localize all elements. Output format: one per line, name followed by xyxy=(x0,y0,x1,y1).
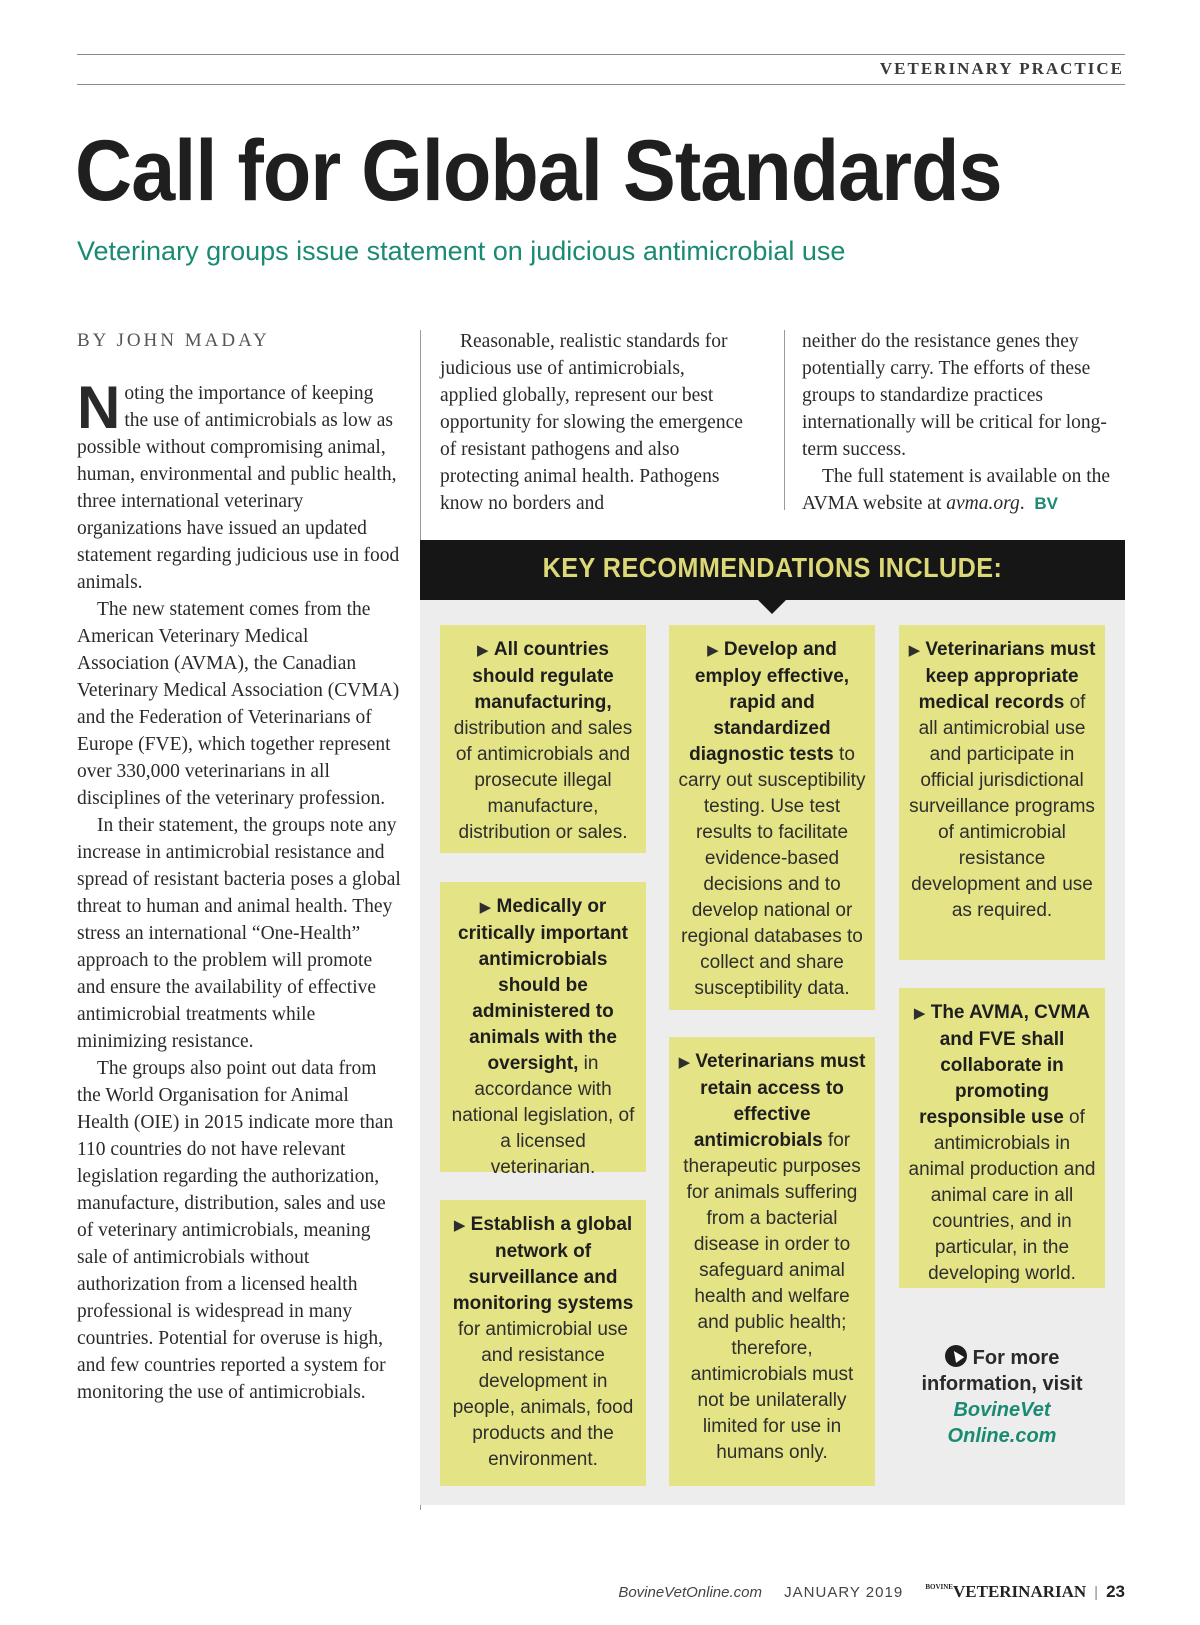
paragraph: oting the importance of keeping the use of antimicrobials as low as possible without compromising animal, human, environmental and public health, three international veterinary organizations have issued an updated statement regarding judicious use in food animals. xyxy=(77,383,400,593)
footer-site[interactable]: BovineVetOnline.com xyxy=(618,1584,762,1601)
article-title: Call for Global Standards xyxy=(75,123,1002,219)
page-number: 23 xyxy=(1106,1582,1125,1601)
byline: BY JOHN MADAY xyxy=(77,330,270,351)
header-pointer xyxy=(758,600,786,614)
recommendation-card: ▶ The AVMA, CVMA and FVE shall collaborate in promoting responsible use of antimicrobials in animal production and animal care in all countries, and in particular, in the developing world. xyxy=(899,988,1105,1288)
recommendation-card: ▶ Develop and employ effective, rapid and standardized diagnostic tests to carry out susceptibility testing. Use test results to facilitate evidence-based decisions and to develop national or regional databases to collect and share susceptibility data. xyxy=(669,625,875,1010)
header-rule-bottom xyxy=(77,84,1125,85)
article-column-3 xyxy=(802,328,1127,517)
page-footer xyxy=(618,1582,1125,1602)
recommendation-card: ▶ All countries should regulate manufacturing, distribution and sales of antimicrobials and prosecute illegal manufacture, distribution or sales. xyxy=(440,625,646,853)
recommendation-card: ▶ Establish a global network of surveillance and monitoring systems for antimicrobial use and resistance development in people, animals, food products and the environment. xyxy=(440,1200,646,1486)
recommendation-card: ▶ Medically or critically important antimicrobials should be administered to animals with the oversight, in accordance with national legislation, of a licensed veterinarian. xyxy=(440,882,646,1172)
paragraph: neither do the resistance genes they potentially carry. The efforts of these groups to standardize practices internationally will be critical for long-term success. xyxy=(802,331,1107,460)
more-info xyxy=(899,1345,1105,1449)
footer-date: JANUARY 2019 xyxy=(784,1584,904,1601)
more-info-label: For more information, visit xyxy=(921,1347,1083,1395)
recommendations-title: KEY RECOMMENDATIONS INCLUDE: xyxy=(542,552,1003,583)
arrow-right-icon: ▶ xyxy=(913,1005,926,1022)
article-subtitle: Veterinary groups issue statement on judicious antimicrobial use xyxy=(77,236,846,266)
arrow-right-icon: ▶ xyxy=(453,1217,466,1234)
column-divider xyxy=(784,330,785,510)
article-column-2 xyxy=(440,328,745,517)
recommendation-card: ▶ Veterinarians must keep appropriate medical records of all antimicrobial use and participate in official jurisdictional surveillance programs of antimicrobial resistance development and use as required. xyxy=(899,625,1105,960)
paragraph: In their statement, the groups note any increase in antimicrobial resistance and spread of resistant bacteria poses a global threat to human and animal health. They stress an international “One-Health” approach to the problem will promote and ensure the availability of effective antimicrobial treatments while minimizing resistance. xyxy=(77,815,401,1052)
paragraph: Reasonable, realistic standards for judicious use of antimicrobials, applied globally, represent our best opportunity for slowing the emergence of resistant pathogens and also protecting animal health. Pathogens know no borders and xyxy=(440,331,743,514)
footer-divider: | xyxy=(1094,1584,1099,1601)
arrow-right-icon: ▶ xyxy=(707,642,719,659)
magazine-logo: $^{BOVINE}$VETERINARIAN xyxy=(925,1582,1087,1601)
article-column-1 xyxy=(77,374,402,1406)
drop-cap: N xyxy=(77,374,121,441)
cursor-arrow-icon xyxy=(945,1345,967,1367)
paragraph: The groups also point out data from the World Organisation for Animal Health (OIE) in 2015 indicate more than 110 countries do not have relevant legislation regarding the authorization, manufacture, distribution, sales and use of veterinary antimicrobials, meaning sale of antimicrobials without authorization from a licensed health professional is widespread in many countries. Potential for overuse is high, and few countries reported a system for monitoring the use of antimicrobials. xyxy=(77,1058,394,1403)
recommendation-card: ▶ Veterinarians must retain access to effective antimicrobials for therapeutic purposes for animals suffering from a bacterial disease in order to safeguard animal health and welfare and public health; therefore, antimicrobials must not be unilaterally limited for use in humans only. xyxy=(669,1037,875,1486)
paragraph: The new statement comes from the American Veterinary Medical Association (AVMA), the Canadian Veterinary Medical Association (CVMA) and the Federation of Veterinarians of Europe (FVE), which together represent over 330,000 veterinarians in all disciplines of the veterinary profession. xyxy=(77,599,400,809)
section-label: VETERINARY PRACTICE xyxy=(879,59,1124,78)
arrow-right-icon: ▶ xyxy=(477,642,489,659)
avma-link[interactable]: avma.org xyxy=(946,493,1020,514)
arrow-right-icon: ▶ xyxy=(479,899,492,916)
header-rule-top xyxy=(77,54,1125,55)
arrow-right-icon: ▶ xyxy=(908,642,921,659)
more-info-link[interactable]: BovineVet Online.com xyxy=(947,1399,1057,1447)
arrow-right-icon: ▶ xyxy=(678,1054,691,1071)
end-mark: BV xyxy=(1034,494,1058,513)
paragraph: The full statement is available on the AVMA website at avma.org. BV xyxy=(802,466,1111,514)
